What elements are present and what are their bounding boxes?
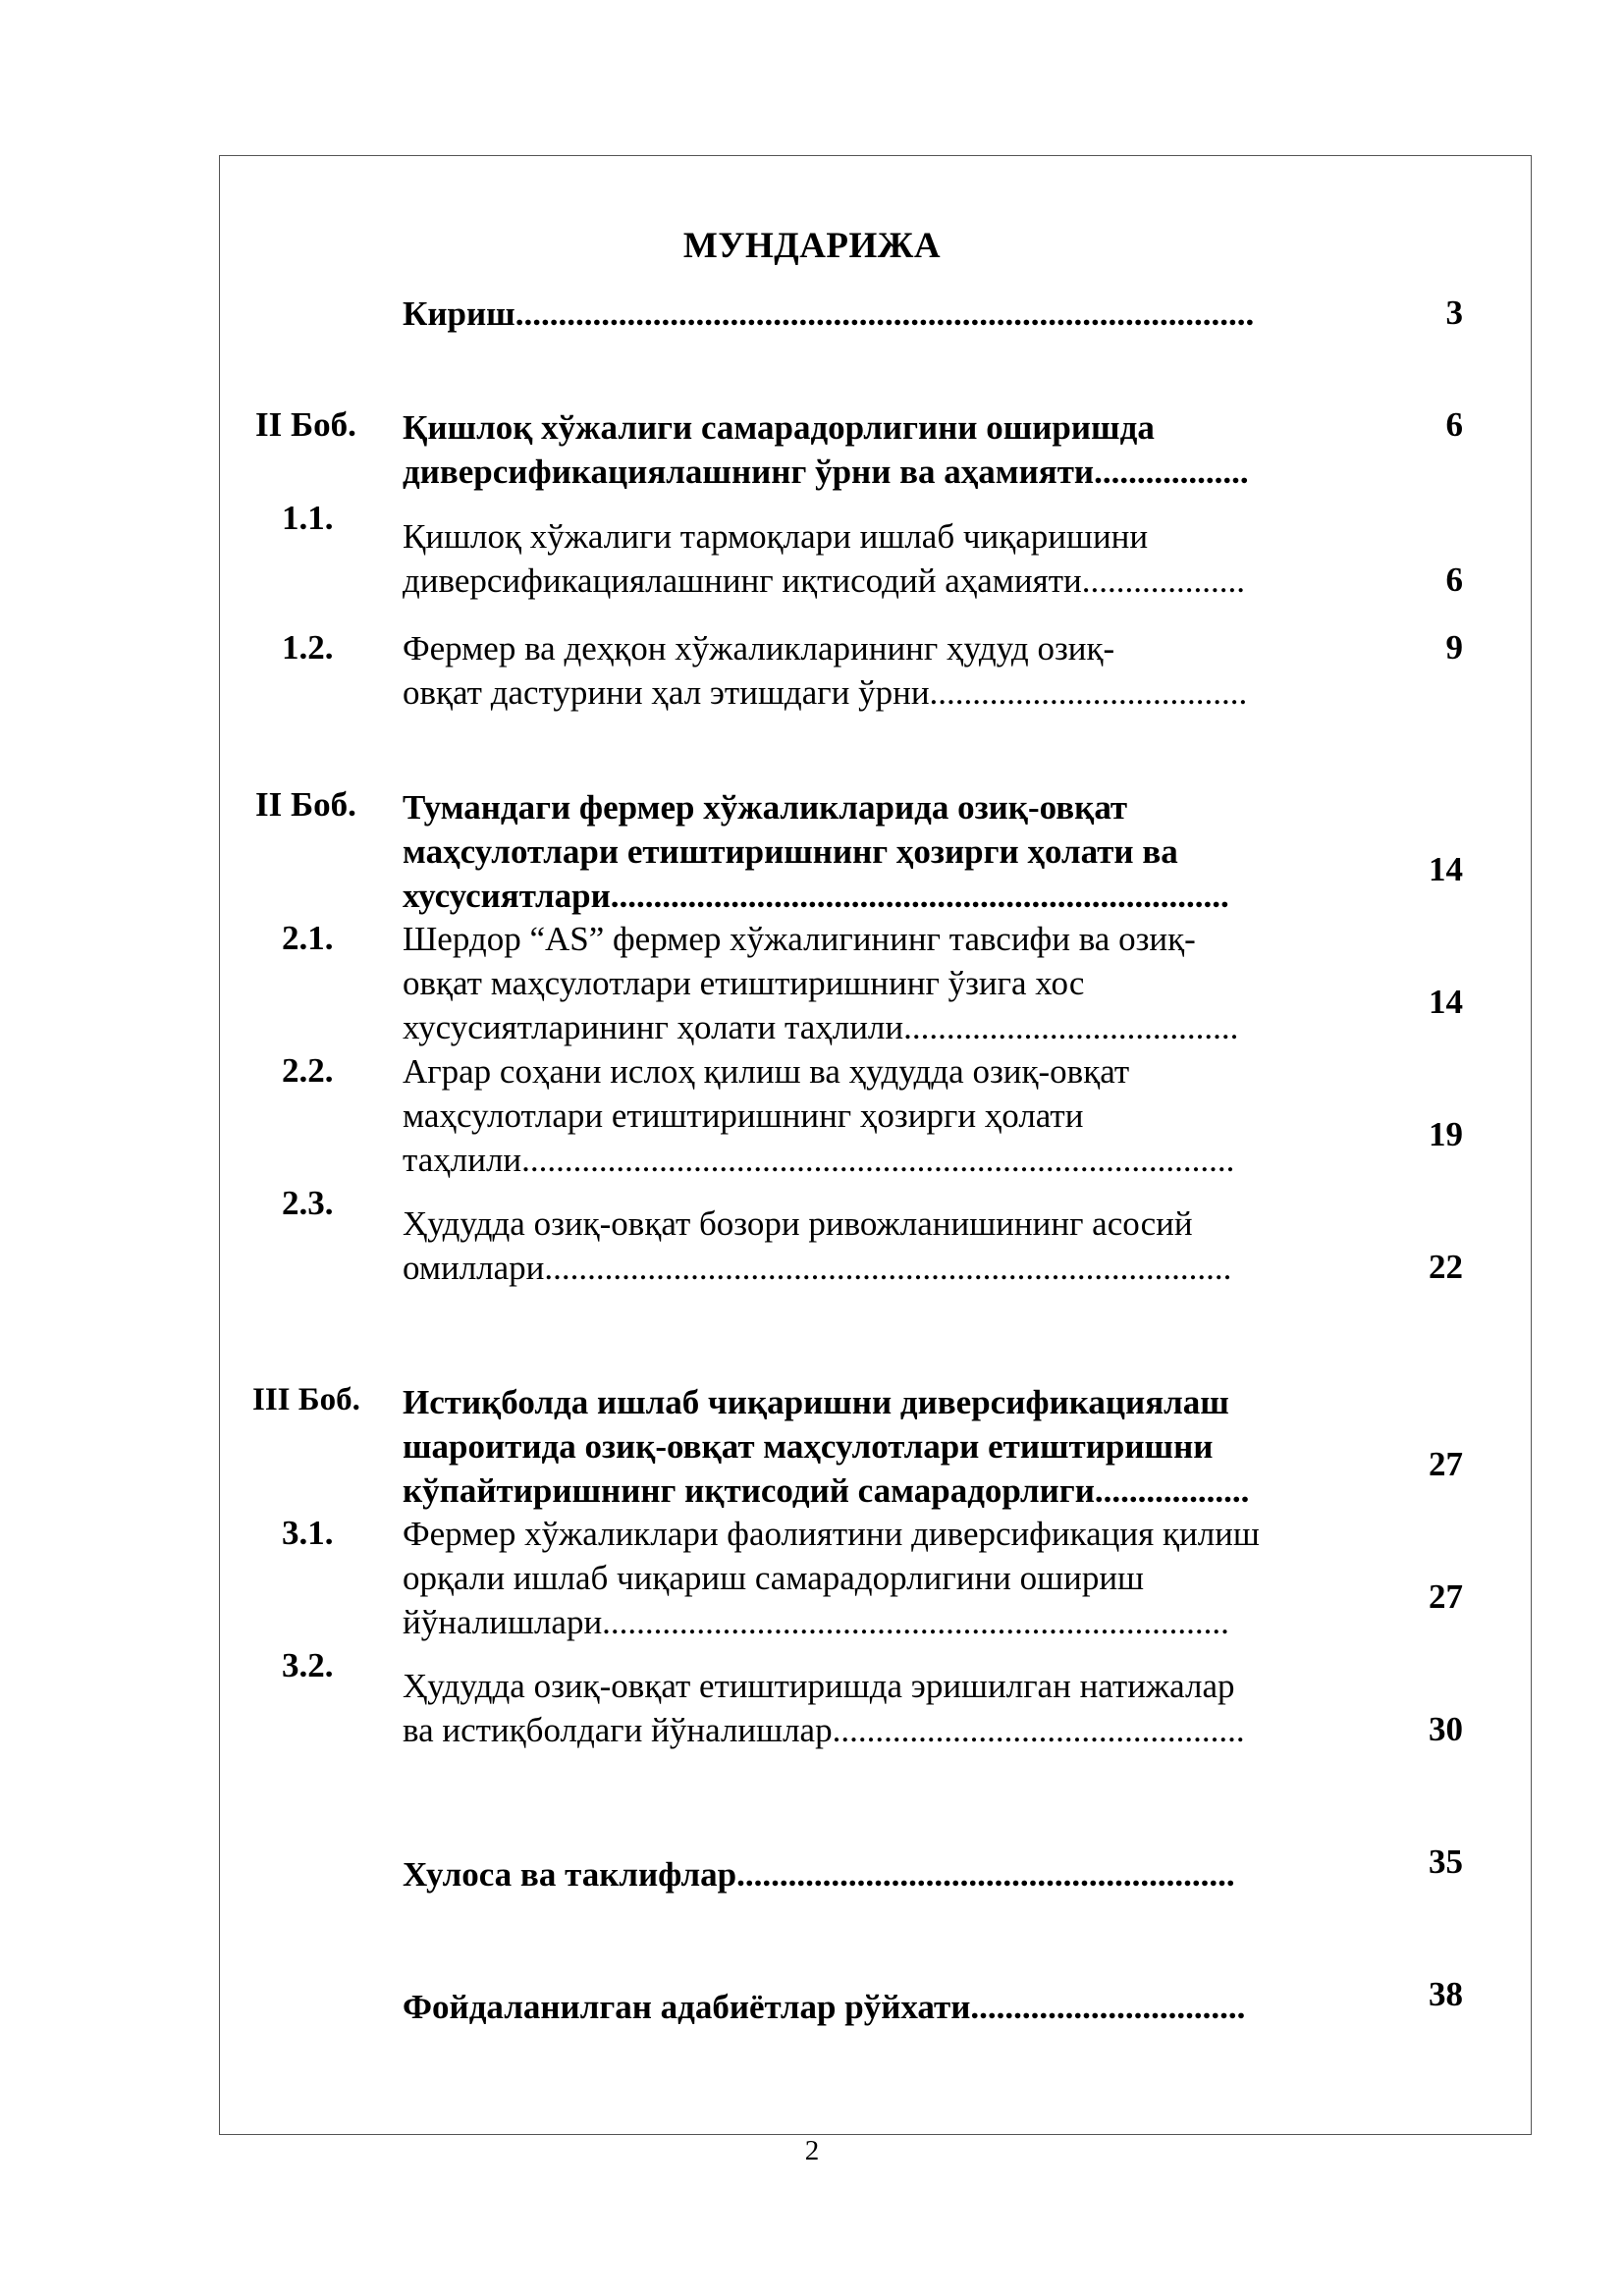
entry-line: Фермер ва деҳқон хўжаликларининг ҳудуд озиқ- xyxy=(403,629,1115,667)
section-3-1-number: 3.1. xyxy=(282,1514,334,1552)
section-3-2-number: 3.2. xyxy=(282,1646,334,1684)
entry-line: Аграр соҳани ислоҳ қилиш ва ҳудудда озиқ-овқат xyxy=(403,1052,1130,1091)
entry-line: Фойдаланилган адабиётлар рўйхати................................ xyxy=(403,1988,1246,2026)
entry-line: диверсификациялашнинг иқтисодий аҳамияти................... xyxy=(403,561,1246,600)
section-2-3-number: 2.3. xyxy=(282,1184,334,1222)
entry-line: Кириш...................................................................................... xyxy=(403,294,1255,333)
page-ref-section-2-1: 14 xyxy=(1429,983,1463,1021)
entry-line: ва истиқболдаги йўналишлар................................................ xyxy=(403,1711,1245,1749)
toc-entry-chapter-1[interactable] xyxy=(403,405,1249,494)
entry-line: шароитида озиқ-овқат маҳсулотлари етиштиришни xyxy=(403,1427,1214,1466)
entry-line: Истиқболда ишлаб чиқаришни диверсификациялаш xyxy=(403,1383,1229,1421)
entry-line: Хулоса ва таклифлар.......................................................... xyxy=(403,1855,1235,1894)
entry-line: овқат маҳсулотлари етиштиришнинг ўзига хос xyxy=(403,964,1085,1002)
entry-line: овқат дастурини ҳал этишдаги ўрни..................................... xyxy=(403,673,1248,712)
entry-line: Қишлоқ хўжалиги тармоқлари ишлаб чиқаришини xyxy=(403,517,1149,556)
toc-entry-conclusion[interactable] xyxy=(403,1852,1235,1896)
page-ref-section-3-2: 30 xyxy=(1429,1710,1463,1748)
entry-line: Тумандаги фермер хўжаликларида озиқ-овқат xyxy=(403,788,1128,827)
entry-line: Ҳудудда озиқ-овқат етиштиришда эришилган натижалар xyxy=(403,1667,1235,1705)
entry-line: йўналишлари......................................................................... xyxy=(403,1603,1229,1641)
toc-entry-intro[interactable] xyxy=(403,292,1254,336)
entry-line: Шердор “AS” фермер хўжалигининг тавсифи ва озиқ- xyxy=(403,920,1196,958)
toc-entry-section-2-1[interactable] xyxy=(403,917,1238,1049)
toc-entry-section-3-2[interactable] xyxy=(403,1664,1245,1752)
toc-title: МУНДАРИЖА xyxy=(682,226,942,266)
chapter-2-label: II Боб. xyxy=(255,785,356,824)
entry-line: омиллари................................................................................ xyxy=(403,1249,1232,1287)
chapter-1-label: II Боб. xyxy=(255,405,356,444)
entry-line: хусусиятларининг ҳолати таҳлили....................................... xyxy=(403,1008,1239,1046)
toc-entry-section-2-2[interactable] xyxy=(403,1049,1234,1182)
section-1-2-number: 1.2. xyxy=(282,628,334,667)
toc-entry-section-1-2[interactable] xyxy=(403,626,1247,715)
page-ref-section-1-1: 6 xyxy=(1445,561,1463,599)
entry-line: Қишлоқ хўжалиги самарадорлигини оширишда xyxy=(403,408,1155,447)
entry-line: кўпайтиришнинг иқтисодий самарадорлиги.................. xyxy=(403,1471,1250,1510)
page-ref-section-1-2: 9 xyxy=(1445,628,1463,667)
page-number: 2 xyxy=(804,2135,820,2166)
section-2-2-number: 2.2. xyxy=(282,1051,334,1090)
page-ref-intro: 3 xyxy=(1445,294,1463,332)
section-1-1-number: 1.1. xyxy=(282,499,334,537)
entry-line: диверсификациялашнинг ўрни ва аҳамияти.................. xyxy=(403,453,1249,491)
toc-entry-references[interactable] xyxy=(403,1985,1245,2029)
page-ref-chapter-1: 6 xyxy=(1445,405,1463,444)
page-ref-chapter-2: 14 xyxy=(1429,850,1463,888)
entry-line: орқали ишлаб чиқариш самарадорлигини ошириш xyxy=(403,1559,1145,1597)
entry-line: Фермер хўжаликлари фаолиятини диверсификация қилиш xyxy=(403,1515,1260,1553)
toc-entry-section-2-3[interactable] xyxy=(403,1201,1231,1290)
toc-entry-section-3-1[interactable] xyxy=(403,1512,1260,1644)
page-ref-section-2-3: 22 xyxy=(1429,1248,1463,1286)
toc-entry-section-1-1[interactable] xyxy=(403,514,1245,603)
page-ref-section-3-1: 27 xyxy=(1429,1577,1463,1616)
page-ref-section-2-2: 19 xyxy=(1429,1115,1463,1153)
entry-line: маҳсулотлари етиштиришнинг ҳозирги ҳолати xyxy=(403,1096,1084,1135)
entry-line: Ҳудудда озиқ-овқат бозори ривожланишининг асосий xyxy=(403,1204,1193,1243)
toc-entry-chapter-2[interactable] xyxy=(403,785,1229,918)
section-2-1-number: 2.1. xyxy=(282,919,334,957)
entry-line: маҳсулотлари етиштиришнинг ҳозирги ҳолати ва xyxy=(403,832,1178,871)
chapter-3-label: III Боб. xyxy=(252,1382,360,1417)
entry-line: хусусиятлари........................................................................ xyxy=(403,877,1229,915)
page-ref-conclusion: 35 xyxy=(1429,1842,1463,1881)
entry-line: таҳлили................................................................................... xyxy=(403,1141,1235,1179)
toc-entry-chapter-3[interactable] xyxy=(403,1380,1249,1513)
page-ref-chapter-3: 27 xyxy=(1429,1445,1463,1483)
page-ref-references: 38 xyxy=(1429,1975,1463,2013)
